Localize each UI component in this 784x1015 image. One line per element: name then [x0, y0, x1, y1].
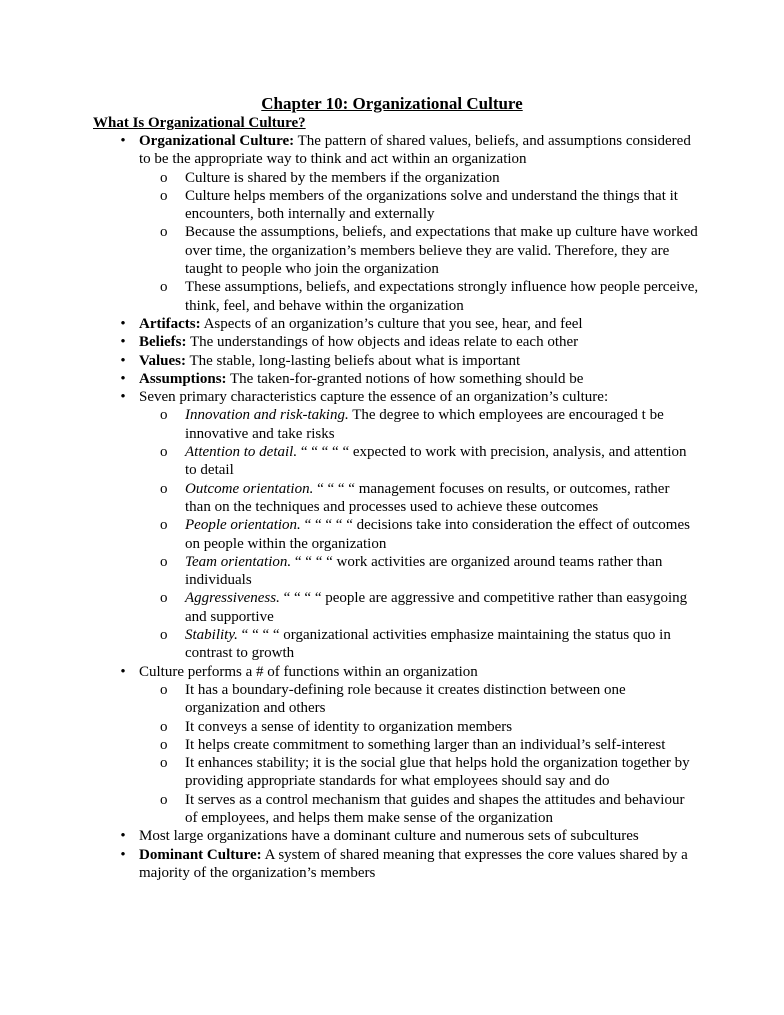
bullet-text: The understandings of how objects and ideas relate to each other — [186, 334, 579, 351]
sub-item — [160, 791, 699, 828]
sub-text: “ “ “ “ work activities are organized around teams rather than individuals — [185, 553, 663, 589]
sub-item — [160, 736, 699, 754]
bullet-term: Values: — [139, 352, 186, 369]
bullet-text: The stable, long-lasting beliefs about what is important — [185, 352, 521, 369]
notes-content — [0, 132, 784, 882]
bullet-text: Aspects of an organization’s culture that you see, hear, and feel — [200, 315, 583, 332]
bullet-icon: • — [120, 846, 126, 863]
sub-item — [160, 443, 699, 480]
sub-item — [160, 187, 699, 224]
sub-bullet-icon: o — [160, 718, 168, 735]
bullet-text: Seven primary characteristics capture the essence of an organization’s culture: — [139, 389, 609, 406]
sub-text: These assumptions, beliefs, and expectations strongly influence how people perceive, think, feel, and behave within the organization — [185, 279, 699, 314]
sub-text: “ “ “ “ organizational activities emphasize maintaining the status quo in contrast to growth — [185, 627, 671, 662]
sub-item — [160, 278, 699, 315]
sub-bullet-icon: o — [160, 791, 168, 808]
sub-text: The degree to which employees are encouraged t be innovative and take risks — [185, 407, 664, 442]
sub-text: Culture is shared by the members if the organization — [185, 169, 500, 186]
bullet-text: The pattern of shared values, beliefs, and assumptions considered to be the appropriate way to think and act within an organization — [139, 133, 691, 168]
sub-text: It helps create commitment to something larger than an individual’s self-interest — [185, 736, 666, 753]
sub-term: People orientation. — [185, 517, 301, 534]
bullet-icon: • — [120, 352, 126, 369]
bullet-term: Dominant Culture: — [139, 846, 262, 863]
sub-text: It serves as a control mechanism that guides and shapes the attitudes and behaviour of employees, and helps them make sense of the organization — [185, 791, 685, 826]
section-heading: What Is Organizational Culture? — [93, 115, 306, 131]
bullet-text: Culture performs a # of functions within an organization — [139, 663, 478, 680]
sub-item — [160, 223, 699, 278]
sub-bullet-icon: o — [160, 444, 168, 461]
sub-bullet-icon: o — [160, 224, 168, 241]
sub-text: It conveys a sense of identity to organization members — [185, 718, 513, 735]
sub-term: Stability. — [185, 627, 238, 644]
sub-item — [160, 406, 699, 443]
bullet-text: A system of shared meaning that expresses the core values shared by a majority of the organization’s members — [139, 846, 688, 881]
sub-text: It has a boundary-defining role because it creates distinction between one organization and others — [185, 681, 626, 717]
sub-bullet-icon: o — [160, 407, 168, 424]
sub-bullet-icon: o — [160, 590, 168, 607]
sub-bullet-icon: o — [160, 755, 168, 772]
bullet-term: Beliefs: — [139, 334, 187, 351]
sub-term: Attention to detail. — [185, 444, 298, 461]
sub-bullet-icon: o — [160, 169, 168, 186]
sub-text: It enhances stability; it is the social glue that helps hold the organization together by providing appropriate standards for what employees should say and do — [185, 755, 690, 790]
sub-text: Culture helps members of the organizations solve and understand the things that it encounters, both internally and externally — [185, 187, 678, 223]
bullet-item — [120, 846, 699, 883]
sub-bullet-icon: o — [160, 553, 168, 570]
sub-list — [139, 681, 699, 827]
sub-text: Because the assumptions, beliefs, and expectations that make up culture have worked over time, the organization’s members believe they are valid. Therefore, they are taught to people who join the organization — [185, 224, 698, 278]
sub-item — [160, 516, 699, 553]
bullet-icon: • — [120, 334, 126, 351]
sub-item — [160, 169, 699, 187]
sub-term: Innovation and risk-taking. — [185, 407, 349, 424]
bullet-icon: • — [120, 828, 126, 845]
sub-bullet-icon: o — [160, 517, 168, 534]
sub-term: Outcome orientation. — [185, 480, 314, 497]
bullet-text: The taken-for-granted notions of how something should be — [226, 370, 584, 387]
bullet-item — [120, 352, 699, 370]
sub-item — [160, 553, 699, 590]
sub-item — [160, 626, 699, 663]
sub-list — [139, 169, 699, 315]
bullet-icon: • — [120, 133, 126, 149]
sub-text: “ “ “ “ “ expected to work with precision, analysis, and attention to detail — [185, 444, 687, 479]
sub-bullet-icon: o — [160, 681, 168, 698]
sub-term: Team orientation. — [185, 553, 292, 570]
sub-bullet-icon: o — [160, 627, 168, 644]
bullet-item — [120, 663, 699, 828]
bullet-item — [120, 370, 699, 388]
sub-bullet-icon: o — [160, 187, 168, 204]
sub-item — [160, 718, 699, 736]
bullet-item — [120, 827, 699, 845]
bullet-text: Most large organizations have a dominant culture and numerous sets of subcultures — [139, 828, 639, 845]
sub-item — [160, 589, 699, 626]
bullet-term: Artifacts: — [139, 315, 201, 332]
bullet-item — [120, 333, 699, 351]
sub-term: Aggressiveness. — [185, 590, 280, 607]
bullet-term: Organizational Culture: — [139, 133, 295, 149]
sub-item — [160, 681, 699, 718]
bullet-term: Assumptions: — [139, 370, 227, 387]
bullet-item — [120, 315, 699, 333]
bullet-icon: • — [120, 389, 126, 406]
sub-bullet-icon: o — [160, 279, 168, 296]
sub-bullet-icon: o — [160, 736, 168, 753]
bullet-item — [120, 388, 699, 662]
sub-text: “ “ “ “ management focuses on results, or outcomes, rather than on the techniques and processes used to achieve these outcomes — [185, 480, 670, 515]
sub-text: “ “ “ “ “ decisions take into consideration the effect of outcomes on people within the organization — [185, 517, 690, 552]
bullet-icon: • — [120, 315, 126, 332]
sub-list — [139, 406, 699, 662]
bullet-list — [0, 132, 699, 882]
sub-text: “ “ “ “ people are aggressive and competitive rather than easygoing and supportive — [185, 590, 688, 625]
sub-item — [160, 480, 699, 517]
sub-bullet-icon: o — [160, 480, 168, 497]
chapter-title: Chapter 10: Organizational Culture — [261, 94, 523, 113]
bullet-icon: • — [120, 370, 126, 387]
bullet-item — [120, 132, 699, 315]
sub-item — [160, 754, 699, 791]
bullet-icon: • — [120, 663, 126, 680]
